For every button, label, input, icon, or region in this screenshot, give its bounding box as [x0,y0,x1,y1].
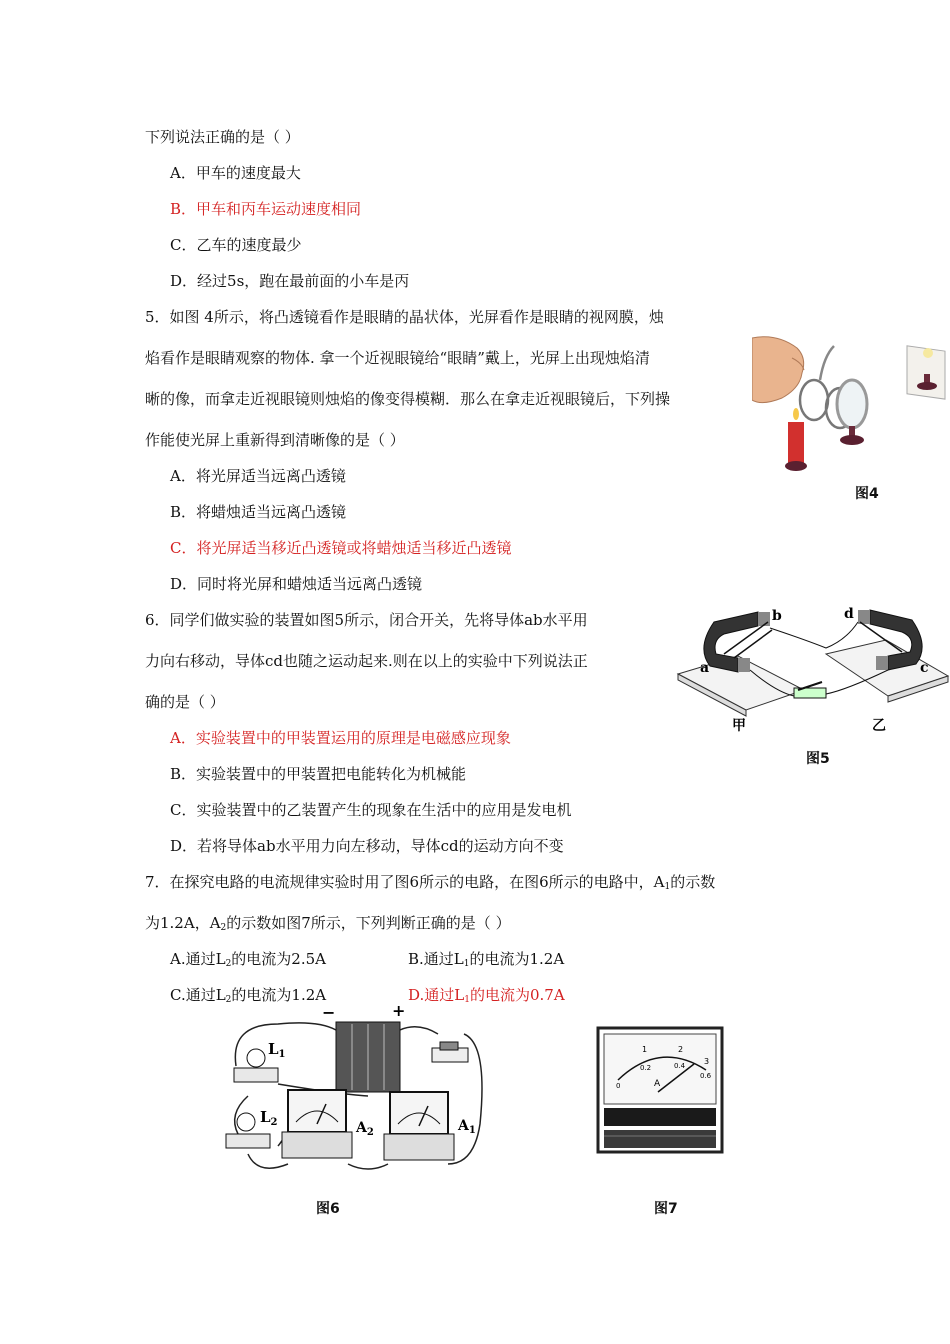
figure-7-tick-top-1: 1 [642,1045,648,1054]
figure-5-magnet-apparatus [676,600,950,740]
q5-option-c: C．将光屏适当移近凸透镜或将蜡烛适当移近凸透镜 [170,539,512,557]
q6-option-a: A．实验装置中的甲装置运用的原理是电磁感应现象 [170,729,511,747]
q7-line-1-tail: 的示数 [670,873,716,891]
q5-option-d: D．同时将光屏和蜡烛适当远离凸透镜 [170,575,423,593]
q7-option-a-sub: 2 [225,959,232,969]
q7-option-a-tail: 的电流为2.5A [231,950,326,968]
figure-7-caption: 图7 [654,1201,678,1217]
q4-stem: 下列说法正确的是（ ） [145,128,300,146]
figure-7-tick-0: 0 [616,1082,621,1090]
figure-5-label-jia: 甲 [732,718,746,734]
q7-option-c-tail: 的电流为1.2A [231,986,327,1004]
q6-option-d: D．若将导体ab水平用力向左移动，导体cd的运动方向不变 [170,837,564,855]
q4-option-c: C．乙车的速度最少 [170,236,302,254]
q7-option-d-tail: 的电流为0.7A [469,986,565,1004]
q6-line-3: 确的是（ ） [145,693,225,711]
q7-option-a [170,949,326,974]
q6-option-c: C．实验装置中的乙装置产生的现象在生活中的应用是发电机 [170,801,572,819]
q7-option-b-sub: 1 [463,959,470,969]
figure-7-ammeter [596,1026,724,1154]
q7-option-d-sub: 1 [464,995,470,1005]
q4-option-d: D．经过5s，跑在最前面的小车是丙 [170,272,410,290]
figure-7-tick-06: 0.6 [700,1072,712,1080]
figure-5-caption: 图5 [806,751,830,767]
q5-option-b: B．将蜡烛适当远离凸透镜 [170,503,347,521]
figure-7-tick-top-3: 3 [704,1057,710,1066]
figure-5-label-yi: 乙 [872,718,886,734]
figure-6-minus: − [322,1004,336,1022]
q7-option-a-text: A.通过L [170,950,226,968]
q6-line-1: 6．同学们做实验的装置如图5所示，闭合开关，先将导体ab水平用 [145,611,588,629]
figure-5-label-d: d [844,606,854,622]
figure-6-caption: 图6 [316,1201,340,1217]
q7-line-1-text: 7．在探究电路的电流规律实验时用了图6所示的电路，在图6所示的电路中，A [145,873,665,891]
figure-7-tick-02: 0.2 [640,1064,652,1072]
q6-option-b: B．实验装置中的甲装置把电能转化为机械能 [170,765,467,783]
figure-7-unit: A [654,1079,661,1089]
figure-7-tick-top-2: 2 [678,1045,684,1054]
figure-4-lens-apparatus [752,318,950,480]
q5-line-1: 5．如图 4所示，将凸透镜看作是眼睛的晶状体，光屏看作是眼睛的视网膜，烛 [145,308,664,326]
q7-option-c-text: C.通过L [170,986,226,1004]
figure-6-A2: $A_2$ [356,1120,374,1138]
q7-line-2-text: 为1.2A，A [145,914,221,932]
q5-line-3: 晰的像，而拿走近视眼镜则烛焰的像变得模糊．那么在拿走近视眼镜后，下列操 [145,390,671,408]
q5-line-2: 焰看作是眼睛观察的物体. 拿一个近视眼镜给“眼睛”戴上，光屏上出现烛焰清 [145,349,650,367]
q7-line-1-sub: 1 [664,882,671,892]
q4-option-a: A．甲车的速度最大 [170,164,301,182]
figure-6-L1: $L_1$ [268,1040,286,1060]
q7-option-b-tail: 的电流为1.2A [469,950,565,968]
q7-line-1 [145,872,715,897]
figure-6-plus: + [392,1004,406,1020]
q7-option-c-sub: 2 [225,995,232,1005]
q7-option-b-text: B.通过L [408,950,464,968]
figure-6-L2: $L_2$ [260,1108,278,1128]
figure-4-caption: 图4 [855,486,879,502]
q7-line-2-tail: 的示数如图7所示，下列判断正确的是（ ） [226,914,511,932]
q4-option-b: B．甲车和丙车运动速度相同 [170,200,362,218]
figure-5-label-c: c [920,660,929,676]
figure-7-tick-04: 0.4 [674,1062,686,1070]
figure-5-label-a: a [700,660,710,676]
figure-6-A1: $A_1$ [458,1118,476,1136]
q7-option-b [408,949,564,974]
q6-line-2: 力向右移动，导体cd也随之运动起来.则在以上的实验中下列说法正 [145,652,588,670]
figure-5-label-b: b [772,608,782,624]
q7-line-2-sub: 2 [220,923,227,933]
q5-option-a: A．将光屏适当远离凸透镜 [170,467,346,485]
q7-option-d-text: D.通过L [408,986,465,1004]
figure-6-circuit [218,1004,490,1184]
q5-line-4: 作能使光屏上重新得到清晰像的是（ ） [145,431,405,449]
q7-line-2 [145,913,511,938]
